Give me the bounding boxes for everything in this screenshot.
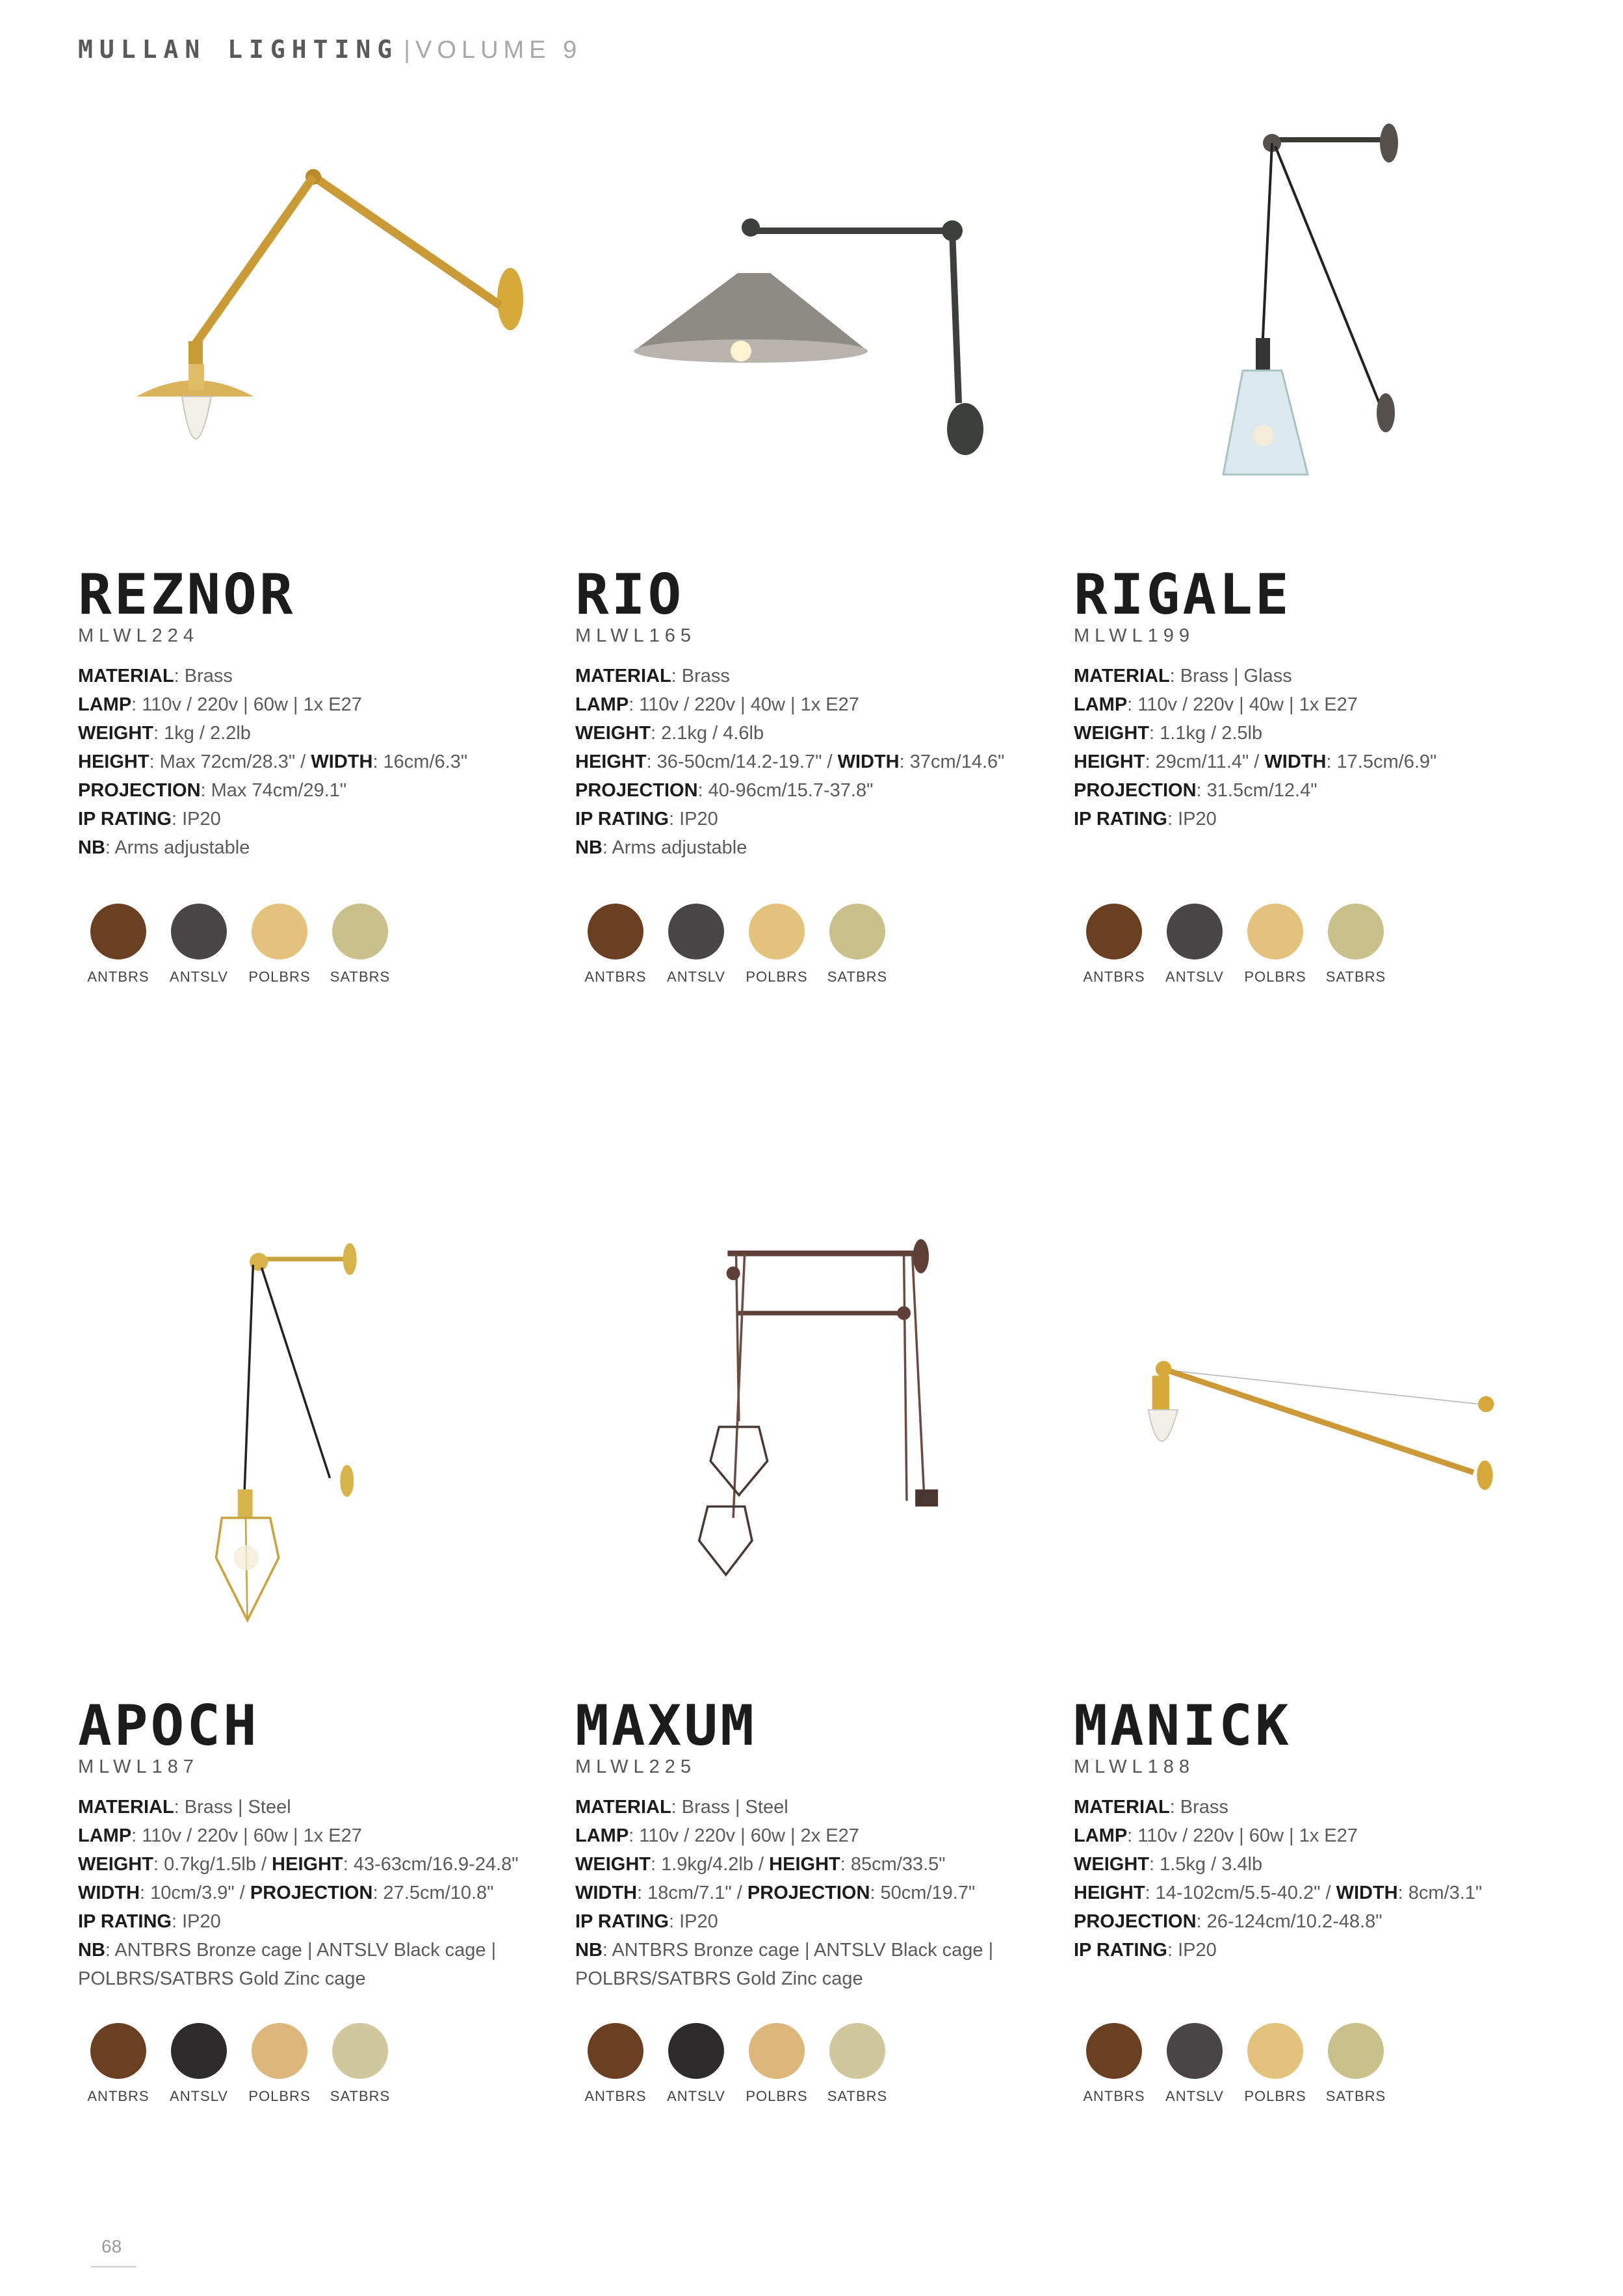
spec-row: WEIGHT: 2.1kg / 4.6lb bbox=[575, 723, 764, 744]
spec-row: NB: Arms adjustable bbox=[575, 837, 747, 858]
swatch-antbrs[interactable]: ANTBRS bbox=[78, 2023, 159, 2105]
spec-row: NB: ANTBRS Bronze cage | ANTSLV Black cage | bbox=[78, 1940, 497, 1961]
spec-row: MATERIAL: Brass bbox=[575, 666, 730, 686]
swatch-dot bbox=[1328, 2023, 1384, 2079]
swatch-dot bbox=[171, 2023, 227, 2079]
spec-list bbox=[78, 662, 559, 862]
swatch-antslv[interactable]: ANTSLV bbox=[159, 904, 239, 985]
spec-row: PROJECTION: Max 74cm/29.1" bbox=[78, 780, 347, 801]
swatch-dot bbox=[749, 2023, 805, 2079]
page-number-underline bbox=[91, 2266, 136, 2267]
spec-row: HEIGHT: 36-50cm/14.2-19.7" / WIDTH: 37cm/14.6" bbox=[575, 751, 1005, 772]
swatch-satbrs[interactable]: SATBRS bbox=[1316, 904, 1396, 985]
spec-row: IP RATING: IP20 bbox=[78, 1911, 221, 1932]
spec-row: HEIGHT: 14-102cm/5.5-40.2" / WIDTH: 8cm/3.1" bbox=[1074, 1883, 1483, 1903]
spec-list bbox=[78, 1793, 559, 1993]
swatch-antbrs[interactable]: ANTBRS bbox=[575, 904, 656, 985]
spec-row: WEIGHT: 1.9kg/4.2lb / HEIGHT: 85cm/33.5" bbox=[575, 1854, 946, 1875]
spec-row: WEIGHT: 1.1kg / 2.5lb bbox=[1074, 723, 1263, 744]
spec-row: MATERIAL: Brass | Glass bbox=[1074, 666, 1292, 686]
product-name: REZNOR bbox=[78, 562, 296, 627]
spec-row: HEIGHT: Max 72cm/28.3" / WIDTH: 16cm/6.3" bbox=[78, 751, 468, 772]
product-code: MLWL165 bbox=[575, 625, 697, 646]
spec-row: NB: ANTBRS Bronze cage | ANTSLV Black cage | bbox=[575, 1940, 994, 1961]
finish-swatches bbox=[575, 904, 1056, 995]
product-image-rigale bbox=[1074, 91, 1555, 546]
swatch-antslv[interactable]: ANTSLV bbox=[1154, 904, 1235, 985]
product-image-maxum bbox=[575, 1222, 1056, 1677]
spec-row: WEIGHT: 1kg / 2.2lb bbox=[78, 723, 251, 744]
swatch-polbrs[interactable]: POLBRS bbox=[1235, 2023, 1316, 2105]
spec-row: PROJECTION: 40-96cm/15.7-37.8" bbox=[575, 780, 874, 801]
swatch-antslv[interactable]: ANTSLV bbox=[656, 904, 736, 985]
swatch-dot bbox=[1247, 2023, 1303, 2079]
spec-row: POLBRS/SATBRS Gold Zinc cage bbox=[575, 1968, 863, 1989]
page-number: 68 bbox=[101, 2236, 122, 2256]
swatch-dot bbox=[90, 904, 146, 959]
swatch-antbrs[interactable]: ANTBRS bbox=[1074, 2023, 1154, 2105]
swatch-dot bbox=[332, 904, 388, 959]
spec-list bbox=[1074, 662, 1555, 833]
spec-row: LAMP: 110v / 220v | 60w | 1x E27 bbox=[1074, 1825, 1358, 1846]
swatch-dot bbox=[1086, 904, 1142, 959]
spec-row: IP RATING: IP20 bbox=[575, 809, 718, 829]
swatch-dot bbox=[1247, 904, 1303, 959]
spec-row: NB: Arms adjustable bbox=[78, 837, 250, 858]
header-separator: | bbox=[404, 36, 411, 64]
spec-row: WIDTH: 10cm/3.9" / PROJECTION: 27.5cm/10.8" bbox=[78, 1883, 494, 1903]
product-code: MLWL188 bbox=[1074, 1756, 1195, 1777]
swatch-satbrs[interactable]: SATBRS bbox=[1316, 2023, 1396, 2105]
swatch-dot bbox=[90, 2023, 146, 2079]
spec-row: IP RATING: IP20 bbox=[78, 809, 221, 829]
spec-row: LAMP: 110v / 220v | 40w | 1x E27 bbox=[1074, 694, 1358, 715]
swatch-dot bbox=[668, 2023, 724, 2079]
spec-row: PROJECTION: 26-124cm/10.2-48.8" bbox=[1074, 1911, 1383, 1932]
swatch-dot bbox=[829, 2023, 885, 2079]
product-name: RIO bbox=[575, 562, 684, 627]
spec-row: POLBRS/SATBRS Gold Zinc cage bbox=[78, 1968, 366, 1989]
brand-name: MULLAN LIGHTING bbox=[78, 35, 399, 64]
product-code: MLWL187 bbox=[78, 1756, 200, 1777]
swatch-antslv[interactable]: ANTSLV bbox=[159, 2023, 239, 2105]
product-name: RIGALE bbox=[1074, 562, 1292, 627]
spec-list bbox=[1074, 1793, 1555, 1964]
swatch-dot bbox=[171, 904, 227, 959]
swatch-dot bbox=[332, 2023, 388, 2079]
spec-row: MATERIAL: Brass | Steel bbox=[78, 1797, 291, 1818]
swatch-polbrs[interactable]: POLBRS bbox=[736, 2023, 817, 2105]
swatch-dot bbox=[1167, 2023, 1223, 2079]
finish-swatches bbox=[1074, 904, 1555, 995]
swatch-dot bbox=[749, 904, 805, 959]
spec-row: PROJECTION: 31.5cm/12.4" bbox=[1074, 780, 1318, 801]
product-image-reznor bbox=[78, 91, 559, 546]
swatch-satbrs[interactable]: SATBRS bbox=[320, 904, 400, 985]
swatch-antbrs[interactable]: ANTBRS bbox=[575, 2023, 656, 2105]
swatch-polbrs[interactable]: POLBRS bbox=[1235, 904, 1316, 985]
product-image-apoch bbox=[78, 1222, 559, 1677]
spec-row: IP RATING: IP20 bbox=[575, 1911, 718, 1932]
spec-row: IP RATING: IP20 bbox=[1074, 1940, 1217, 1961]
swatch-satbrs[interactable]: SATBRS bbox=[320, 2023, 400, 2105]
swatch-polbrs[interactable]: POLBRS bbox=[239, 2023, 320, 2105]
swatch-satbrs[interactable]: SATBRS bbox=[817, 904, 898, 985]
spec-row: MATERIAL: Brass bbox=[78, 666, 233, 686]
swatch-antbrs[interactable]: ANTBRS bbox=[1074, 904, 1154, 985]
product-code: MLWL199 bbox=[1074, 625, 1195, 646]
spec-row: MATERIAL: Brass | Steel bbox=[575, 1797, 788, 1818]
swatch-antslv[interactable]: ANTSLV bbox=[656, 2023, 736, 2105]
product-name: APOCH bbox=[78, 1693, 259, 1758]
spec-row: LAMP: 110v / 220v | 60w | 1x E27 bbox=[78, 694, 362, 715]
page-header bbox=[78, 35, 582, 64]
spec-row: HEIGHT: 29cm/11.4" / WIDTH: 17.5cm/6.9" bbox=[1074, 751, 1437, 772]
swatch-dot bbox=[1167, 904, 1223, 959]
swatch-antbrs[interactable]: ANTBRS bbox=[78, 904, 159, 985]
product-image-manick bbox=[1074, 1222, 1555, 1677]
spec-row: MATERIAL: Brass bbox=[1074, 1797, 1228, 1818]
spec-row: IP RATING: IP20 bbox=[1074, 809, 1217, 829]
volume-label: VOLUME 9 bbox=[415, 36, 582, 64]
swatch-polbrs[interactable]: POLBRS bbox=[736, 904, 817, 985]
swatch-dot bbox=[668, 904, 724, 959]
spec-list bbox=[575, 1793, 1056, 1993]
swatch-dot bbox=[1328, 904, 1384, 959]
spec-row: WEIGHT: 1.5kg / 3.4lb bbox=[1074, 1854, 1263, 1875]
spec-row: WIDTH: 18cm/7.1" / PROJECTION: 50cm/19.7" bbox=[575, 1883, 976, 1903]
finish-swatches bbox=[575, 2023, 1056, 2114]
swatch-dot bbox=[588, 2023, 643, 2079]
swatch-satbrs[interactable]: SATBRS bbox=[817, 2023, 898, 2105]
product-code: MLWL225 bbox=[575, 1756, 697, 1777]
swatch-dot bbox=[829, 904, 885, 959]
finish-swatches bbox=[1074, 2023, 1555, 2114]
swatch-dot bbox=[252, 904, 307, 959]
spec-row: LAMP: 110v / 220v | 60w | 1x E27 bbox=[78, 1825, 362, 1846]
swatch-dot bbox=[588, 904, 643, 959]
spec-row: LAMP: 110v / 220v | 40w | 1x E27 bbox=[575, 694, 859, 715]
spec-row: LAMP: 110v / 220v | 60w | 2x E27 bbox=[575, 1825, 859, 1846]
spec-row: WEIGHT: 0.7kg/1.5lb / HEIGHT: 43-63cm/16.9-24.8" bbox=[78, 1854, 519, 1875]
finish-swatches bbox=[78, 904, 559, 995]
swatch-dot bbox=[1086, 2023, 1142, 2079]
swatch-antslv[interactable]: ANTSLV bbox=[1154, 2023, 1235, 2105]
product-name: MANICK bbox=[1074, 1693, 1292, 1758]
swatch-polbrs[interactable]: POLBRS bbox=[239, 904, 320, 985]
spec-list bbox=[575, 662, 1056, 862]
product-name: MAXUM bbox=[575, 1693, 757, 1758]
product-code: MLWL224 bbox=[78, 625, 200, 646]
product-image-rio bbox=[575, 91, 1056, 546]
finish-swatches bbox=[78, 2023, 559, 2114]
swatch-dot bbox=[252, 2023, 307, 2079]
